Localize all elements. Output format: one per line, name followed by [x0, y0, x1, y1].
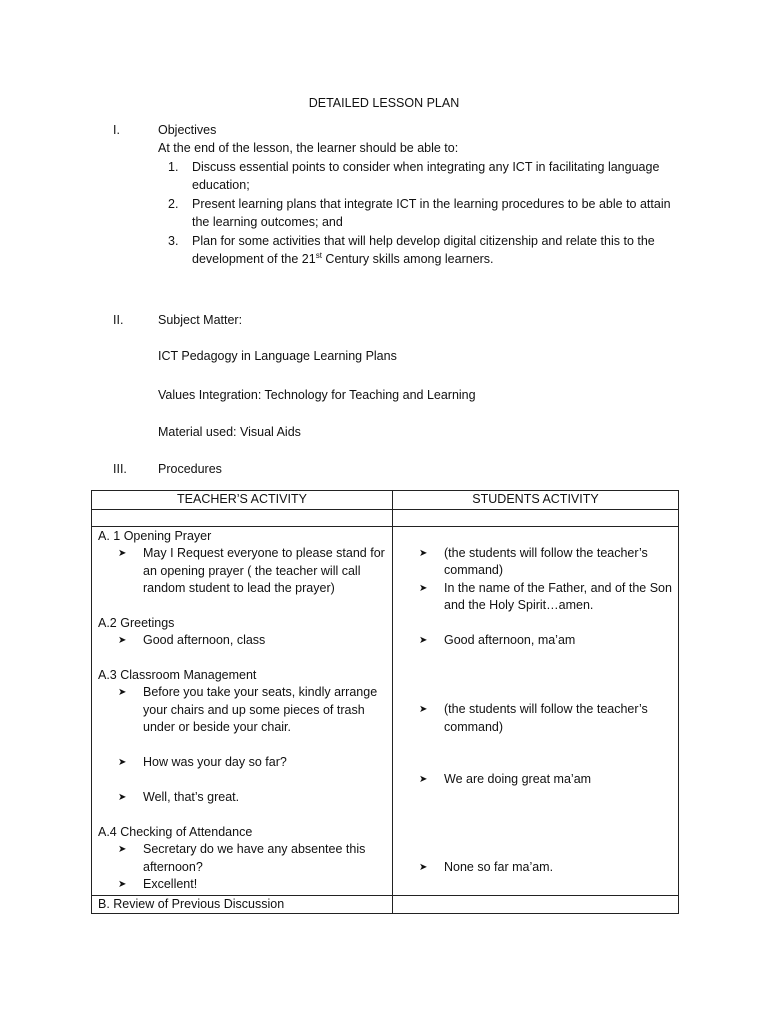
objectives-intro: At the end of the lesson, the learner should be able to:: [158, 140, 459, 155]
objective-item: [158, 196, 683, 231]
student-line: (the students will follow the teacher’s command): [444, 702, 648, 734]
students-activity-cell: [393, 526, 679, 895]
section-numeral: I.: [113, 123, 120, 137]
column-header-students: STUDENTS ACTIVITY: [393, 491, 679, 510]
spacer: [98, 771, 386, 789]
material-used: Material used: Visual Aids: [158, 425, 301, 439]
column-header-teacher: TEACHER’S ACTIVITY: [92, 491, 393, 510]
student-line: (the students will follow the teacher’s command): [444, 545, 648, 577]
objective-item: [158, 159, 683, 194]
values-integration: Values Integration: Technology for Teaching and Learning: [158, 388, 476, 402]
arrow-bullet-icon: ➤: [118, 548, 127, 559]
list-item: [98, 632, 386, 650]
spacer: [399, 615, 672, 632]
arrow-bullet-icon: ➤: [419, 582, 428, 594]
table-row: [92, 895, 679, 914]
objective-text-part: Plan for some activities that will help develop digital citizenship and relate this to the development of the 21: [192, 234, 655, 266]
objectives-list: [158, 159, 683, 268]
arrow-bullet-icon: ➤: [419, 634, 428, 646]
teacher-activity-cell: B. Review of Previous Discussion: [92, 895, 393, 914]
objective-text-part: Century skills among learners.: [321, 251, 494, 266]
spacer: [399, 736, 672, 771]
teacher-line: How was your day so far?: [143, 754, 287, 769]
procedures-table: [91, 490, 679, 914]
student-line: We are doing great ma’am: [444, 772, 592, 786]
student-line: Good afternoon, ma’am: [444, 632, 576, 647]
arrow-bullet-icon: ➤: [118, 879, 127, 890]
section-numeral: II.: [113, 313, 124, 327]
arrow-bullet-icon: ➤: [419, 774, 428, 785]
list-item: [399, 771, 672, 789]
section-numeral: III.: [113, 462, 127, 476]
spacer: [399, 528, 672, 545]
arrow-bullet-icon: ➤: [118, 635, 127, 646]
arrow-bullet-icon: ➤: [118, 792, 127, 803]
list-item: [98, 841, 386, 876]
objective-text: Present learning plans that integrate ICT in the learning procedures to be able to attain the learning outcomes; and: [192, 197, 671, 229]
students-activity-cell: [393, 895, 679, 914]
spacer: [399, 649, 672, 701]
list-item: [98, 754, 386, 772]
blank-cell: [393, 509, 679, 526]
spacer: [98, 737, 386, 754]
list-item: [98, 684, 386, 737]
table-row: [92, 526, 679, 895]
activity-heading: A.4 Checking of Attendance: [98, 824, 253, 839]
objective-number: 2.: [168, 197, 179, 211]
list-item: [98, 789, 386, 807]
arrow-bullet-icon: ➤: [118, 756, 127, 768]
teacher-line: Secretary do we have any absentee this afternoon?: [143, 842, 366, 874]
arrow-bullet-icon: ➤: [118, 687, 127, 698]
arrow-bullet-icon: ➤: [419, 861, 428, 873]
spacer: [98, 598, 386, 615]
table-blank-row: [92, 509, 679, 526]
list-item: [399, 859, 672, 877]
spacer: [98, 807, 386, 824]
objective-number: 1.: [168, 160, 179, 174]
teacher-line: Good afternoon, class: [143, 633, 266, 647]
activity-heading: A.2 Greetings: [98, 615, 175, 630]
teacher-line: Excellent!: [143, 877, 198, 891]
teacher-activity-cell: [92, 526, 393, 895]
list-item: [399, 632, 672, 650]
objective-text: Discuss essential points to consider when integrating any ICT in facilitating language education;: [192, 160, 660, 192]
objective-item: [158, 233, 683, 268]
teacher-line: Before you take your seats, kindly arrange your chairs and up some pieces of trash under or beside your chair.: [143, 685, 378, 734]
arrow-bullet-icon: ➤: [419, 547, 428, 559]
list-item: [399, 701, 672, 736]
list-item: [399, 580, 672, 615]
ordinal-suffix: st: [315, 250, 322, 260]
spacer: [399, 789, 672, 859]
objective-number: 3.: [168, 234, 179, 248]
arrow-bullet-icon: ➤: [118, 844, 127, 855]
objectives-heading: Objectives: [158, 123, 217, 137]
arrow-bullet-icon: ➤: [419, 704, 428, 715]
list-item: [399, 545, 672, 580]
subject-matter-heading: Subject Matter:: [158, 313, 243, 327]
teacher-line: May I Request everyone to please stand for an opening prayer ( the teacher will call random student to lead the prayer): [143, 546, 385, 595]
subject-topic: ICT Pedagogy in Language Learning Plans: [158, 349, 397, 363]
blank-cell: [92, 509, 393, 526]
teacher-line: Well, that’s great.: [143, 790, 240, 804]
spacer: [98, 650, 386, 667]
list-item: [98, 545, 386, 598]
procedures-heading: Procedures: [158, 462, 222, 476]
activity-heading: A.3 Classroom Management: [98, 667, 257, 682]
student-line: None so far ma’am.: [444, 859, 554, 874]
activity-heading: A. 1 Opening Prayer: [98, 528, 212, 543]
objectives-body: [158, 122, 683, 268]
document-title: DETAILED LESSON PLAN: [308, 96, 460, 110]
objective-text: [192, 234, 655, 266]
list-item: [98, 876, 386, 894]
table-header-row: [92, 491, 679, 510]
student-line: In the name of the Father, and of the Son and the Holy Spirit…amen.: [444, 580, 672, 612]
